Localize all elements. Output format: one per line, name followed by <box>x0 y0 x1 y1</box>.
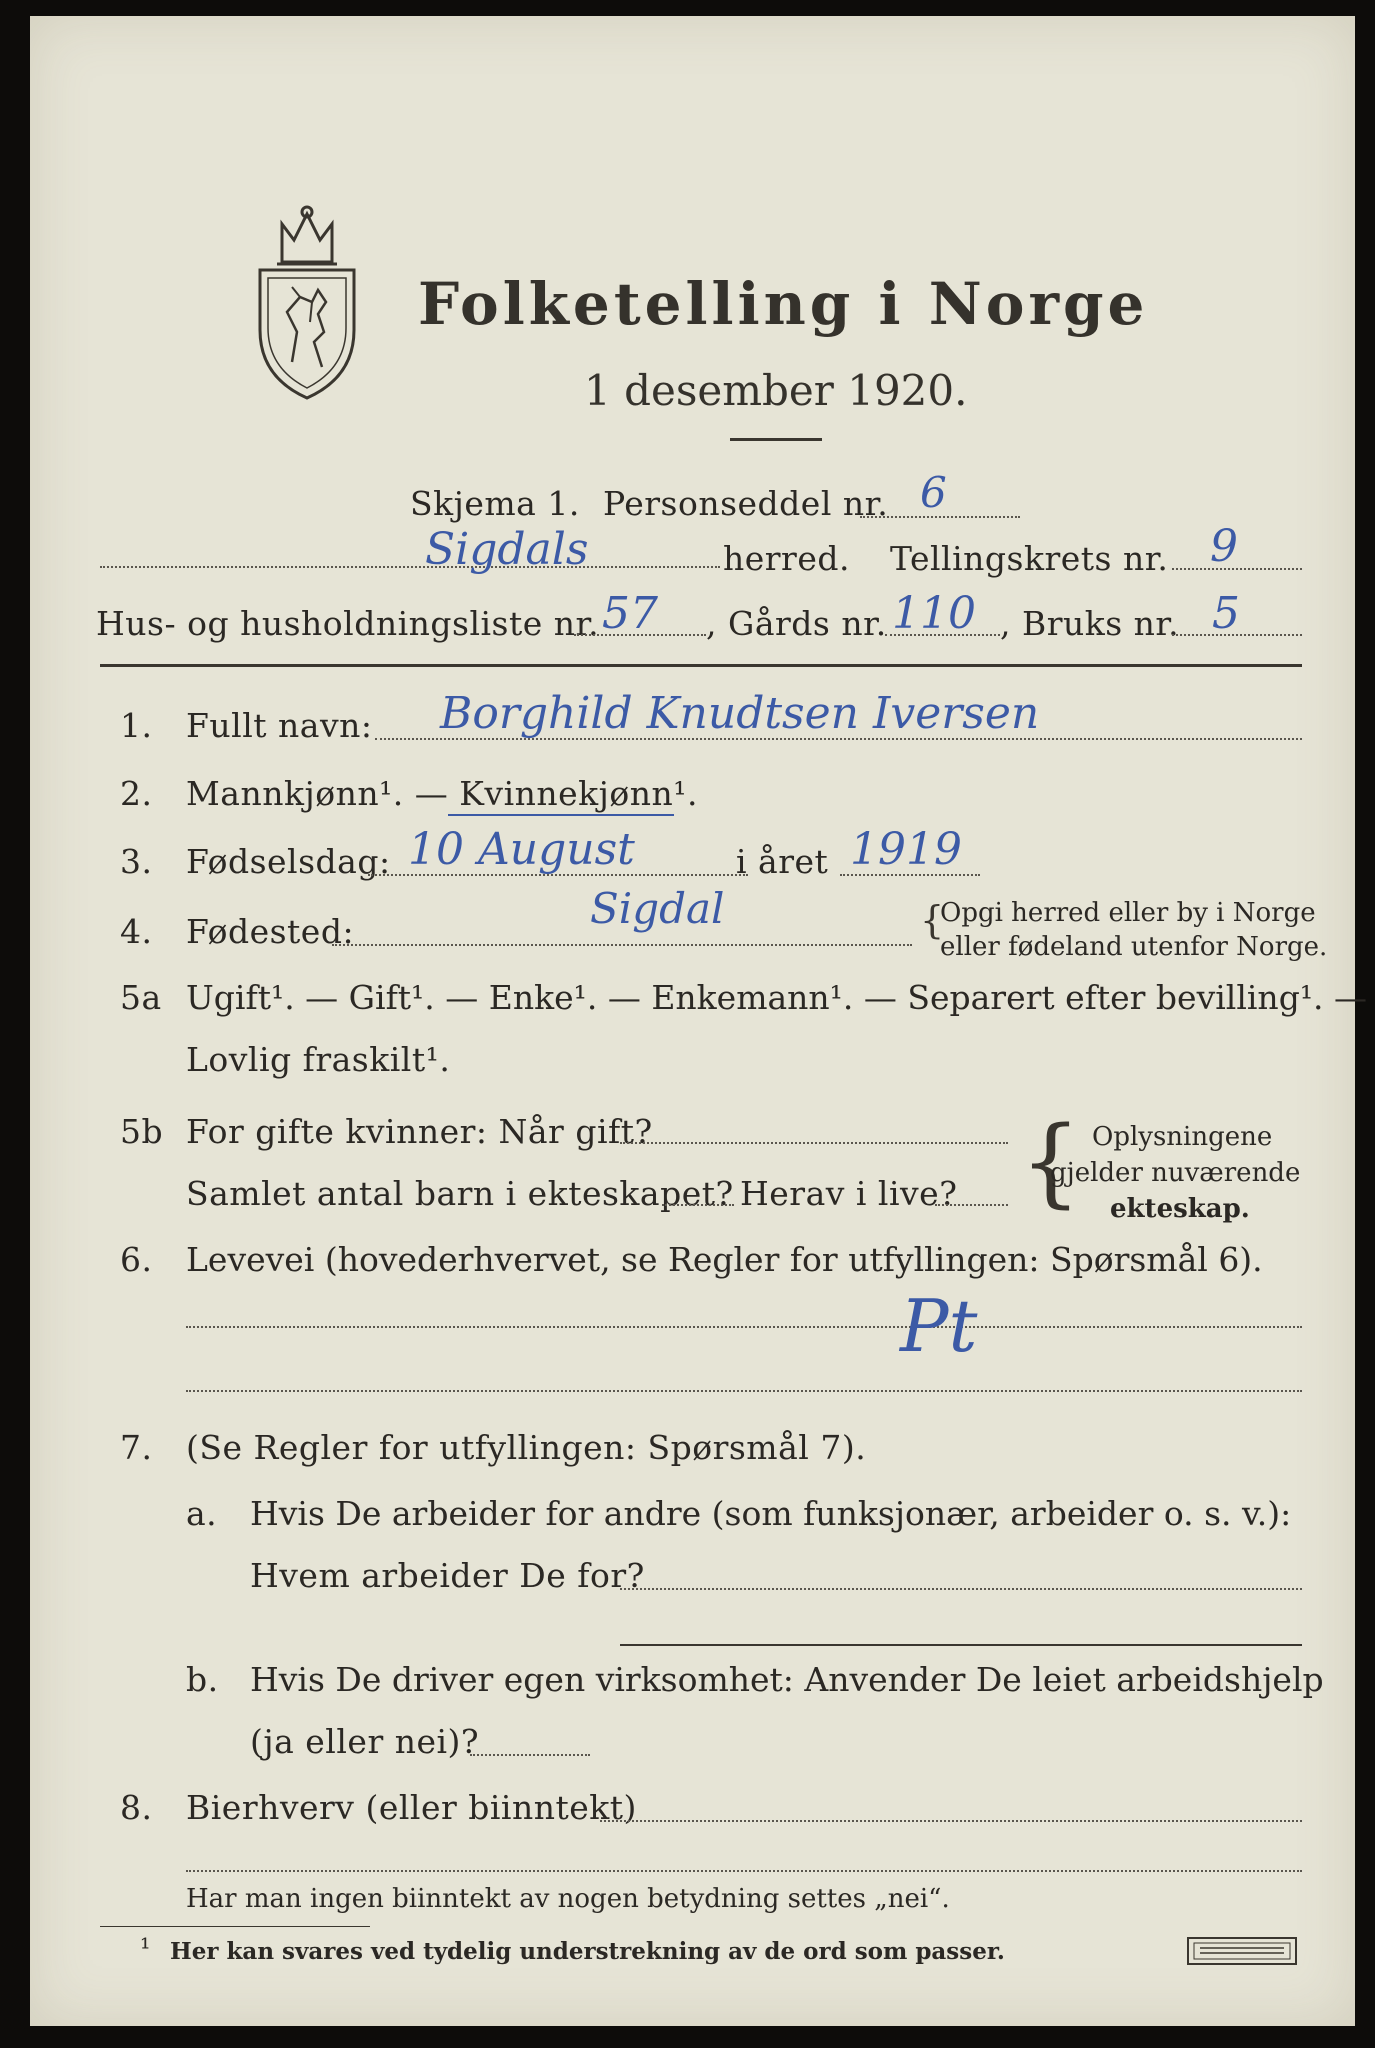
q5b-number: 5b <box>120 1112 164 1151</box>
birthplace-value: Sigdal <box>590 884 725 933</box>
header-separator <box>100 664 1302 667</box>
q4-number: 4. <box>120 912 153 951</box>
personseddel-label: Personseddel nr. <box>603 484 889 523</box>
q2-number: 2. <box>120 774 153 813</box>
footnote-text: Her kan svares ved tydelig understrekning av de ord som passer. <box>170 1938 1005 1965</box>
tellingskrets-value: 9 <box>1210 521 1238 572</box>
q7-number: 7. <box>120 1428 153 1467</box>
tellingskrets-label: Tellingskrets nr. <box>890 539 1169 578</box>
q5b-brace: { <box>1020 1106 1082 1218</box>
census-date: 1 desember 1920. <box>584 366 968 415</box>
gards-label: , Gårds nr. <box>706 604 887 643</box>
census-form-page <box>30 16 1368 2026</box>
q7a-line-extra <box>620 1644 1302 1646</box>
q7a-letter: a. <box>186 1494 218 1533</box>
q8-line1 <box>600 1820 1302 1822</box>
herred-value: Sigdals <box>425 524 589 575</box>
footnote-marker: ¹ <box>140 1934 151 1964</box>
q7b-line <box>470 1754 590 1756</box>
q5b-note-line3: ekteskap. <box>1110 1194 1250 1224</box>
q7b-letter: b. <box>186 1660 219 1699</box>
q6-number: 6. <box>120 1240 153 1279</box>
q5b-when-married-line <box>620 1142 1008 1144</box>
bruks-value: 5 <box>1212 588 1240 639</box>
q5b-children-line <box>662 1204 734 1206</box>
q7a-line1: Hvis De arbeider for andre (som funksjonær, arbeider o. s. v.): <box>250 1494 1292 1533</box>
q8-note: Har man ingen biinntekt av nogen betydning settes „nei“. <box>186 1884 950 1914</box>
title-divider <box>730 438 822 441</box>
schema-label: Skjema 1. <box>410 484 580 523</box>
full-name-value: Borghild Knudtsen Iversen <box>440 688 1040 739</box>
occupation-value: Pt <box>900 1284 978 1368</box>
q5b-note-line1: Oplysningene <box>1092 1122 1273 1152</box>
q1-label: Fullt navn: <box>186 706 373 745</box>
q3-label: Fødselsdag: <box>186 842 391 881</box>
q5b-children-label: Samlet antal barn i ekteskapet? <box>186 1174 734 1213</box>
q6-label: Levevei (hovederhvervet, se Regler for utfyllingen: Spørsmål 6). <box>186 1240 1263 1279</box>
printer-stamp-icon <box>1186 1934 1298 1968</box>
q5b-alive-label: Herav i live? <box>740 1174 958 1213</box>
q5a-number: 5a <box>120 978 162 1017</box>
footnote-divider <box>100 1926 370 1927</box>
bruks-label: , Bruks nr. <box>1000 604 1180 643</box>
q7-label: (Se Regler for utfyllingen: Spørsmål 7). <box>186 1428 867 1467</box>
q7a-line2: Hvem arbeider De for? <box>250 1556 645 1595</box>
q8-number: 8. <box>120 1788 153 1827</box>
q3-year-label: i året <box>736 842 829 881</box>
marital-status-options: Ugift¹. — Gift¹. — Enke¹. — Enkemann¹. — Separert efter bevilling¹. — <box>186 978 1368 1017</box>
personseddel-value: 6 <box>920 468 947 517</box>
household-list-label: Hus- og husholdningsliste nr. <box>96 604 600 643</box>
q4-note-line1: Opgi herred eller by i Norge <box>940 898 1316 928</box>
q5b-note-line2: gjelder nuværende <box>1050 1158 1301 1188</box>
household-list-value: 57 <box>602 588 658 639</box>
q8-line2 <box>186 1870 1302 1872</box>
q4-line <box>332 944 912 946</box>
q7a-line <box>620 1588 1302 1590</box>
q6-line1 <box>186 1326 1302 1328</box>
q5b-alive-line <box>935 1204 1008 1206</box>
birth-year-value: 1919 <box>850 824 962 875</box>
form-title: Folketelling i Norge <box>418 270 1149 338</box>
q5b-when-married-label: For gifte kvinner: Når gift? <box>186 1112 653 1151</box>
q7b-line1: Hvis De driver egen virksomhet: Anvender De leiet arbeidshjelp <box>250 1660 1324 1699</box>
q1-number: 1. <box>120 706 153 745</box>
gender-options: Mannkjønn¹. — Kvinnekjønn¹. <box>186 774 698 813</box>
norwegian-coat-of-arms-icon <box>252 202 362 402</box>
gender-underline-kvinnekjonn <box>448 814 674 816</box>
q3-number: 3. <box>120 842 153 881</box>
q7b-line2: (ja eller nei)? <box>250 1722 480 1761</box>
herred-line <box>100 566 720 568</box>
herred-label: herred. <box>723 539 850 578</box>
marital-status-options-cont: Lovlig fraskilt¹. <box>186 1040 451 1079</box>
q4-label: Fødested: <box>186 912 355 951</box>
q4-brace: { <box>920 898 945 942</box>
gards-value: 110 <box>892 588 976 639</box>
birth-date-value: 10 August <box>408 824 635 875</box>
q8-label: Bierhverv (eller biinntekt) <box>186 1788 637 1827</box>
q6-line2 <box>186 1390 1302 1392</box>
q4-note-line2: eller fødeland utenfor Norge. <box>940 932 1328 962</box>
